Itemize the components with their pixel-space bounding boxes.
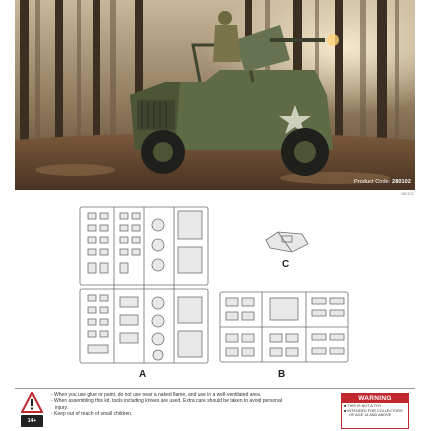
sprue-c-diagram bbox=[262, 226, 312, 256]
safety-note: - When you use glue or paint, do not use near a naked flame, and use in a well-ventilated area. bbox=[51, 392, 262, 398]
age-badge: 14+ bbox=[21, 415, 43, 427]
safety-notes bbox=[51, 392, 351, 417]
secondary-code: 280102 bbox=[400, 191, 414, 196]
warning-box bbox=[341, 393, 409, 429]
product-code: Product Code: 280102 bbox=[353, 179, 411, 185]
warning-line: ■ INTENDED FOR COLLECTORS bbox=[344, 408, 403, 413]
safety-note: - When assembling this kit, tools including knives are used. Extra care should be taken to avoid personal bbox=[51, 398, 282, 405]
box-art-illustration bbox=[15, 0, 415, 190]
warning-title: WARNING bbox=[342, 394, 408, 403]
warning-triangle-icon bbox=[21, 392, 43, 414]
sprue-a-label: A bbox=[139, 369, 147, 380]
sprue-c-label: C bbox=[282, 259, 290, 270]
safety-footer bbox=[15, 388, 415, 431]
box-art-scene bbox=[15, 0, 415, 190]
warning-lines bbox=[342, 403, 408, 419]
sprue-a-diagram bbox=[78, 205, 212, 365]
warning-line: ■ THIS IS NOT A TOY bbox=[344, 404, 382, 408]
sprue-b-label: B bbox=[278, 369, 286, 380]
safety-note: - Keep out of reach of small children. bbox=[51, 410, 133, 417]
sprue-b-diagram bbox=[218, 290, 350, 364]
safety-note: injury. bbox=[55, 404, 68, 411]
warning-line: OF AGE 14 AND ABOVE bbox=[349, 413, 392, 418]
